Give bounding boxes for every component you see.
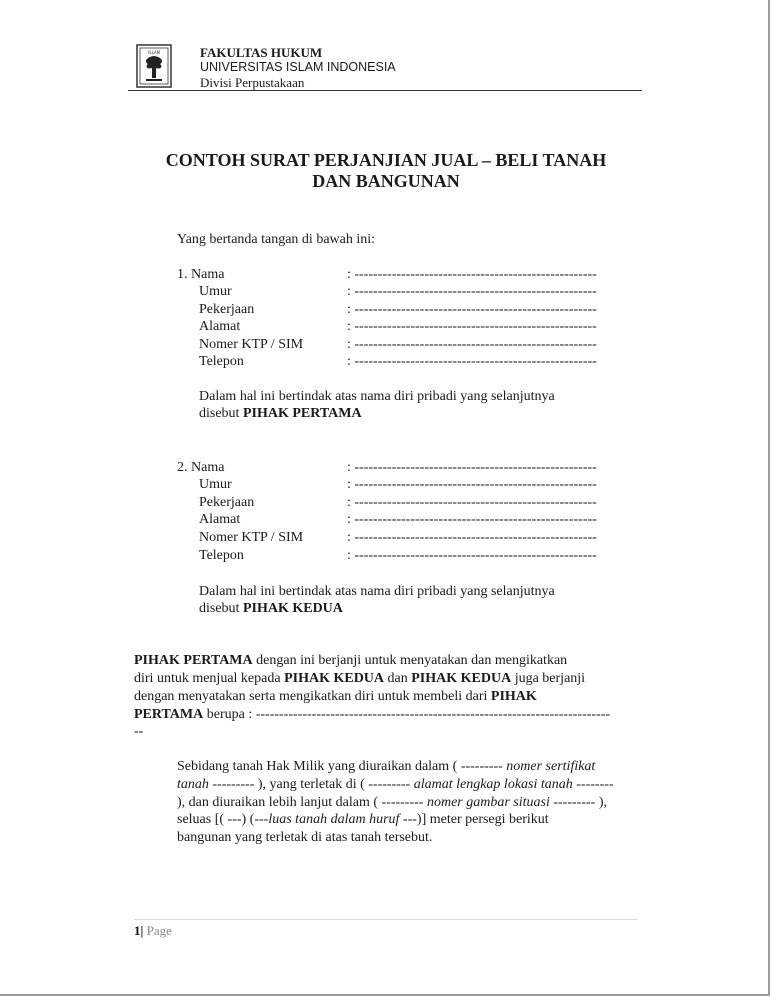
party2-field-telepon: Telepon bbox=[199, 548, 244, 563]
faculty-name: FAKULTAS HUKUM bbox=[200, 45, 323, 60]
party1-blank-umur: : ---------------------------------------------------- bbox=[347, 284, 597, 299]
party2-statement-line2: disebut PIHAK KEDUA bbox=[199, 601, 343, 616]
party2-name-label: 2. Nama bbox=[177, 460, 225, 475]
land-line-3: ), dan diuraikan lebih lanjut dalam ( --------- nomer gambar situasi --------- ), bbox=[177, 795, 607, 810]
header-divider bbox=[128, 90, 642, 91]
party2-designation: PIHAK KEDUA bbox=[242, 601, 343, 616]
agreement-line-5: -- bbox=[134, 724, 144, 739]
party2-blank-nama: : ---------------------------------------------------- bbox=[347, 460, 597, 475]
party2-blank-pekerjaan: : ---------------------------------------------------- bbox=[347, 495, 597, 510]
agreement-line-4: PERTAMA berupa : ---------------------------------------------------------------------------- bbox=[134, 707, 611, 722]
land-line-1: Sebidang tanah Hak Milik yang diuraikan dalam ( --------- nomer sertifikat bbox=[177, 759, 596, 774]
party1-name-label: 1. Nama bbox=[177, 267, 225, 282]
agreement-line-3: dengan menyatakan serta mengikatkan diri untuk membeli dari PIHAK bbox=[134, 689, 537, 704]
party1-blank-nama: : ---------------------------------------------------- bbox=[347, 267, 597, 282]
party2-blank-umur: : ---------------------------------------------------- bbox=[347, 477, 597, 492]
party1-field-umur: Umur bbox=[199, 284, 232, 299]
division-name: Divisi Perpustakaan bbox=[200, 75, 305, 90]
party1-blank-ktp: : ---------------------------------------------------- bbox=[347, 337, 597, 352]
party1-field-ktp: Nomer KTP / SIM bbox=[199, 337, 304, 352]
page-footer: 1| Page bbox=[134, 923, 172, 938]
party1-blank-alamat: : ---------------------------------------------------- bbox=[347, 319, 597, 334]
party2-blank-ktp: : ---------------------------------------------------- bbox=[347, 530, 597, 545]
university-name: UNIVERSITAS ISLAM INDONESIA bbox=[200, 60, 396, 74]
party2-field-ktp: Nomer KTP / SIM bbox=[199, 530, 304, 545]
letterhead bbox=[200, 45, 396, 90]
party1-field-telepon: Telepon bbox=[199, 354, 244, 369]
intro-text: Yang bertanda tangan di bawah ini: bbox=[177, 232, 376, 247]
land-line-5: bangunan yang terletak di atas tanah tersebut. bbox=[177, 830, 433, 845]
party2-blank-alamat: : ---------------------------------------------------- bbox=[347, 512, 597, 527]
party1-statement-line2: disebut PIHAK PERTAMA bbox=[199, 406, 362, 421]
party2-field-umur: Umur bbox=[199, 477, 232, 492]
footer-divider bbox=[134, 919, 638, 920]
party1-statement-line1: Dalam hal ini bertindak atas nama diri pribadi yang selanjutnya bbox=[199, 389, 555, 404]
university-logo bbox=[136, 44, 172, 88]
land-line-2: tanah --------- ), yang terletak di ( --------- alamat lengkap lokasi tanah -------- bbox=[177, 777, 614, 792]
document-title bbox=[100, 150, 672, 192]
party2-field-pekerjaan: Pekerjaan bbox=[199, 495, 255, 510]
party2-field-alamat: Alamat bbox=[199, 512, 241, 527]
svg-text:ISLAM: ISLAM bbox=[147, 50, 161, 55]
page-label: Page bbox=[143, 923, 172, 938]
party1-field-alamat: Alamat bbox=[199, 319, 241, 334]
agreement-line-1: PIHAK PERTAMA dengan ini berjanji untuk menyatakan dan mengikatkan bbox=[134, 653, 568, 668]
party2-statement-line1: Dalam hal ini bertindak atas nama diri pribadi yang selanjutnya bbox=[199, 584, 555, 599]
party1-field-pekerjaan: Pekerjaan bbox=[199, 302, 255, 317]
title-line-1: CONTOH SURAT PERJANJIAN JUAL – BELI TANAH bbox=[165, 150, 607, 170]
agreement-line-2: diri untuk menjual kepada PIHAK KEDUA dan PIHAK KEDUA juga berjanji bbox=[134, 671, 586, 686]
land-line-4: seluas [( ---) (---luas tanah dalam huruf ---)] meter persegi berikut bbox=[177, 812, 549, 827]
party1-blank-telepon: : ---------------------------------------------------- bbox=[347, 354, 597, 369]
party1-designation: PIHAK PERTAMA bbox=[242, 406, 362, 421]
party2-blank-telepon: : ---------------------------------------------------- bbox=[347, 548, 597, 563]
party1-blank-pekerjaan: : ---------------------------------------------------- bbox=[347, 302, 597, 317]
page-number: 1 bbox=[134, 923, 141, 938]
title-line-2: DAN BANGUNAN bbox=[312, 171, 460, 191]
